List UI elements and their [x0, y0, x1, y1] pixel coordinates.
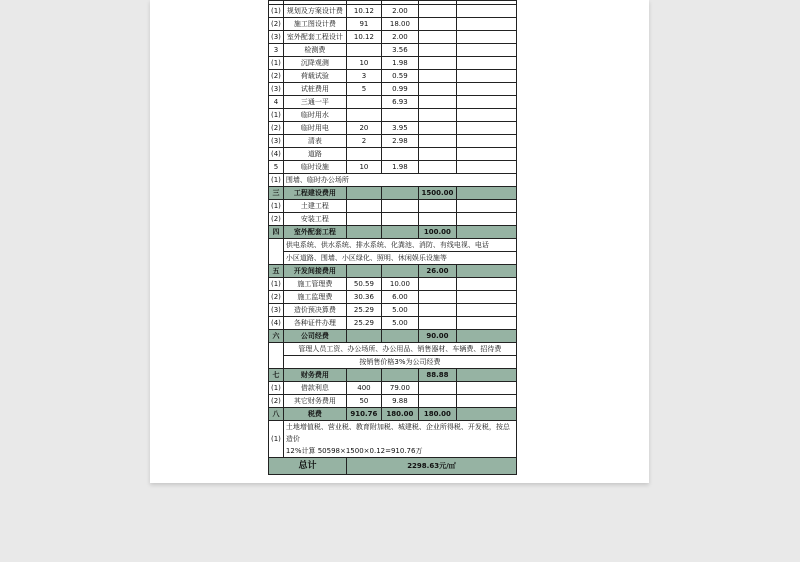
- table-row: (1) 沉降观测 10 1.98: [269, 57, 517, 70]
- section-row-finance: 七 财务费用 88.88: [269, 369, 517, 382]
- table-row: (3) 造价预决算费 25.29 5.00: [269, 304, 517, 317]
- tax-note-line-2: 12%计算 50598×1500×0.12=910.76万: [285, 447, 423, 455]
- table-row-note: 按销售价格3%为公司经费: [269, 356, 517, 369]
- table-row: (2) 施工监理费 30.36 6.00: [269, 291, 517, 304]
- table-row: 3 检测费 3.56: [269, 44, 517, 57]
- tax-note-line-1: 土地增值税、营业税、教育附加税、城建税、企业所得税、开发税，按总造价: [285, 423, 510, 443]
- table-row: (3) 清表 2 2.98: [269, 135, 517, 148]
- table-row: (3) 室外配套工程设计 10.12 2.00: [269, 31, 517, 44]
- section-row-outdoor: 四 室外配套工程 100.00: [269, 226, 517, 239]
- section-row-construction: 三 工程建设费用 1500.00: [269, 187, 517, 200]
- table-row: (2) 其它财务费用 50 9.88: [269, 395, 517, 408]
- table-row: (2) 施工图设计费 91 18.00: [269, 18, 517, 31]
- total-row: 总计 2298.63元/㎡: [269, 458, 517, 475]
- table-row: (4) 各种证件办理 25.29 5.00: [269, 317, 517, 330]
- table-row: (1) 临时用水: [269, 109, 517, 122]
- table-row: (2) 临时用电 20 3.95: [269, 122, 517, 135]
- table-row: 5 临时设施 10 1.98: [269, 161, 517, 174]
- cost-table-body: [269, 1, 517, 475]
- section-row-company: 六 公司经费 90.00: [269, 330, 517, 343]
- cost-table: [268, 0, 517, 475]
- section-row-tax: 八 税费 910.76 180.00 180.00: [269, 408, 517, 421]
- table-row: (1) 土建工程: [269, 200, 517, 213]
- table-row: (3) 试桩费用 5 0.99: [269, 83, 517, 96]
- table-row-note: 管理人员工资、办公场所、办公用品、销售器材、车辆费、招待费: [269, 343, 517, 356]
- table-row: (1) 规划及方案设计费 10.12 2.00: [269, 5, 517, 18]
- table-row: (1) 施工管理费 50.59 10.00: [269, 278, 517, 291]
- table-row: 4 三通一平 6.93: [269, 96, 517, 109]
- table-row-note: 供电系统、供水系统、排水系统、化粪池、消防、有线电视、电话: [269, 239, 517, 252]
- table-row: (1) 借款利息 400 79.00: [269, 382, 517, 395]
- table-row-note: 小区道路、围墙、小区绿化、照明、休闲娱乐设施等: [269, 252, 517, 265]
- table-row: (2) 安装工程: [269, 213, 517, 226]
- table-row: (4) 道路: [269, 148, 517, 161]
- table-row: (2) 荷载试验 3 0.59: [269, 70, 517, 83]
- table-row-note: (1) 土地增值税、营业税、教育附加税、城建税、企业所得税、开发税，按总造价 12%计算 50598×1500×0.12=910.76万: [269, 421, 517, 458]
- table-row-note: (1) 围墙、临时办公场所: [269, 174, 517, 187]
- section-row-indirect: 五 开发间接费用 26.00: [269, 265, 517, 278]
